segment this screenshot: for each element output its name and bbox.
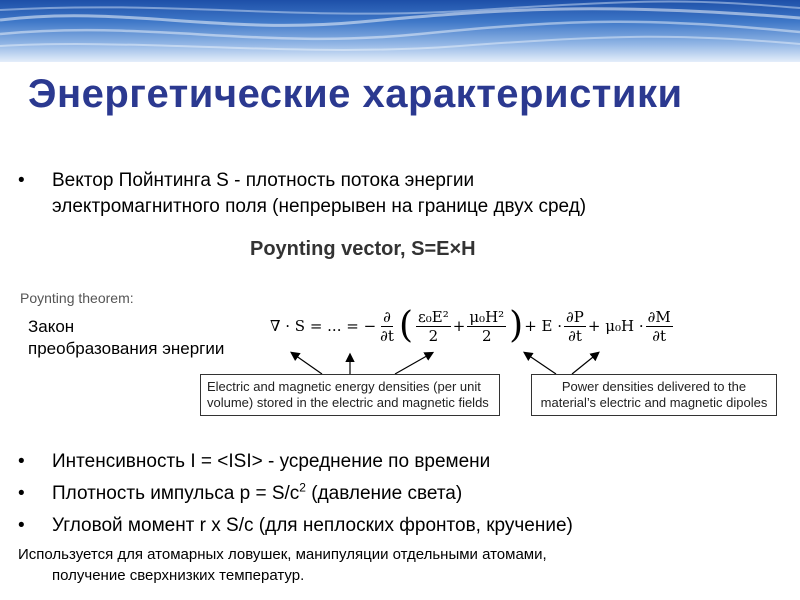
footer-line: Используется для атомарных ловушек, манипуляции отдельными атомами, [18, 546, 547, 563]
eq-lhs: ∇ · S = ... = − [270, 317, 377, 335]
theorem-label: Poynting theorem: [20, 290, 134, 306]
law-line: преобразования энергии [28, 339, 225, 358]
bullet-text: Плотность импульса $p = S/c^2$ (давление света) [52, 480, 463, 504]
bullet-text: Интенсивность I = <ISI> - усреднение по времени [52, 451, 491, 472]
bullet-dot: • [18, 483, 25, 504]
bullet-dot: • [18, 170, 25, 191]
box-line: Power densities delivered to the [561, 379, 747, 394]
bullet-intensity [18, 449, 788, 475]
box-line: material’s electric and magnetic dipoles [540, 395, 768, 410]
eq-mid: + E · [524, 317, 563, 335]
bullet-list-bottom [18, 449, 788, 539]
arrow-icon [572, 353, 598, 374]
eq-frac-dm: $\frac{\partial M}{\partial t}$ [647, 307, 671, 345]
bullet-momentum [18, 481, 788, 507]
power-density-box [531, 374, 777, 416]
bullet-text: Угловой момент r x S/c (для неплоских фронтов, кручение) [52, 515, 573, 536]
eq-paren-open: ( [398, 305, 413, 346]
law-line: Закон [28, 317, 75, 336]
eq-frac-electric: $\frac{\text{ε₀E²}}{2}$ [417, 307, 449, 345]
arrow-icon [292, 353, 322, 374]
eq-frac-dp: $\frac{\partial P}{\partial t}$ [566, 307, 584, 345]
footer-line: получение сверхнизких температур. [52, 567, 305, 584]
eq-plus: + [452, 317, 466, 335]
bullet-dot: • [18, 451, 25, 472]
bullet-line: Вектор Пойнтинга S - плотность потока энергии [52, 170, 475, 191]
eq-paren-close: ) [509, 305, 524, 346]
bullet-dot: • [18, 515, 25, 536]
arrow-icon [395, 353, 432, 374]
energy-density-box [200, 374, 500, 416]
footer-note [18, 544, 788, 586]
eq-plus2: + μ₀H · [587, 317, 644, 335]
box-line: volume) stored in the electric and magnetic fields [207, 395, 489, 410]
bullet-angular-momentum [18, 513, 788, 539]
arrow-icon [525, 353, 556, 374]
eq-frac-magnetic: $\frac{\text{μ₀H²}}{2}$ [469, 307, 505, 345]
eq-frac-d: $\frac{\partial}{\partial t}$ [380, 307, 394, 345]
slide-title: Энергетические характеристики [28, 72, 683, 116]
box-line: Electric and magnetic energy densities (per unit [207, 379, 481, 394]
figure-heading: Poynting vector, S=E×H [250, 238, 476, 260]
bullet-line: электромагнитного поля (непрерывен на границе двух сред) [52, 196, 587, 217]
